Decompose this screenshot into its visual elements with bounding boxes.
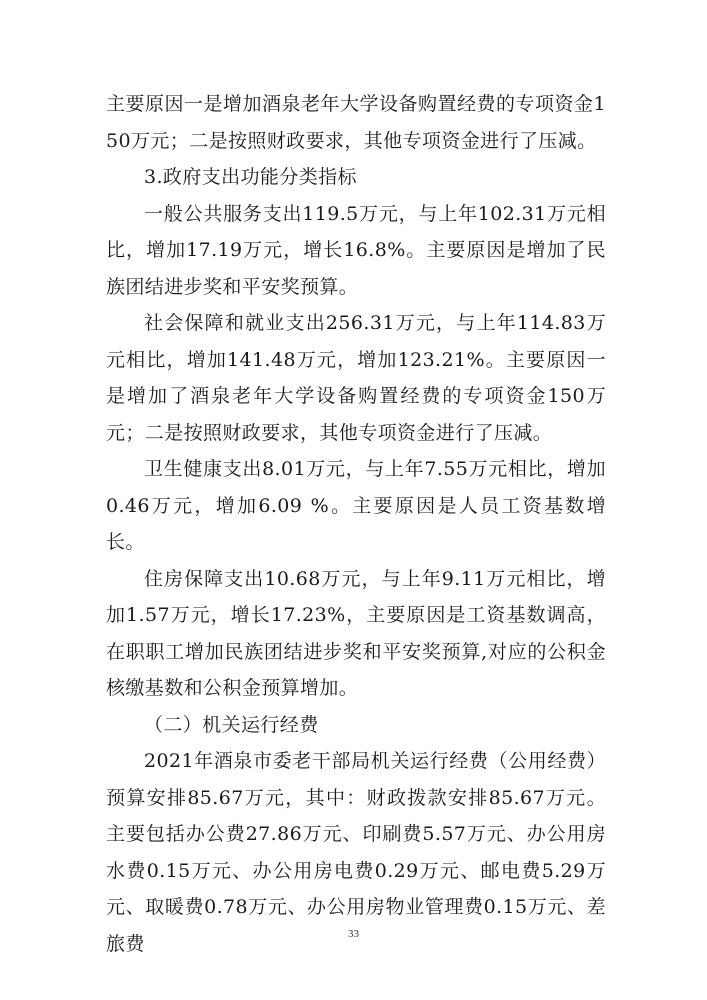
paragraph-health: 卫生健康支出8.01万元，与上年7.55万元相比，增加0.46万元，增加6.09 %。主要原因是人员工资基数增长。 bbox=[106, 458, 606, 553]
paragraph-operating-expenses: 2021年酒泉市委老干部局机关运行经费（公用经费）预算安排85.67万元，其中：财政拨款安排85.67万元。主要包括办公费27.86万元、印刷费5.57万元、办公用房水费0.15万元、办公用房电费0.29万元、邮电费5.29万元、取暖费0.78万元、办公用房物业管理费0.15万元、差旅费 bbox=[106, 750, 606, 955]
paragraph-social-security: 社会保障和就业支出256.31万元，与上年114.83万元相比，增加141.48万元，增加123.21%。主要原因一是增加了酒泉老年大学设备购置经费的专项资金150万元；二是按照财政要求，其他专项资金进行了压减。 bbox=[106, 312, 606, 444]
document-body bbox=[106, 86, 606, 962]
section-heading-function-classification: 3.政府支出功能分类指标 bbox=[144, 166, 357, 188]
section-heading-operating-expenses: （二）机关运行经费 bbox=[144, 713, 319, 736]
page-number: 33 bbox=[348, 928, 359, 940]
paragraph-housing: 住房保障支出10.68万元，与上年9.11万元相比，增加1.57万元，增长17.23%，主要原因是工资基数调高，在职职工增加民族团结进步奖和平安奖预算,对应的公积金核缴基数和公积金预算增加。 bbox=[106, 567, 606, 699]
paragraph-general-public-services: 一般公共服务支出119.5万元，与上年102.31万元相比，增加17.19万元，增长16.8%。主要原因是增加了民族团结进步奖和平安奖预算。 bbox=[106, 202, 606, 298]
paragraph-continuation: 主要原因一是增加酒泉老年大学设备购置经费的专项资金150万元；二是按照财政要求，其他专项资金进行了压减。 bbox=[106, 93, 606, 152]
